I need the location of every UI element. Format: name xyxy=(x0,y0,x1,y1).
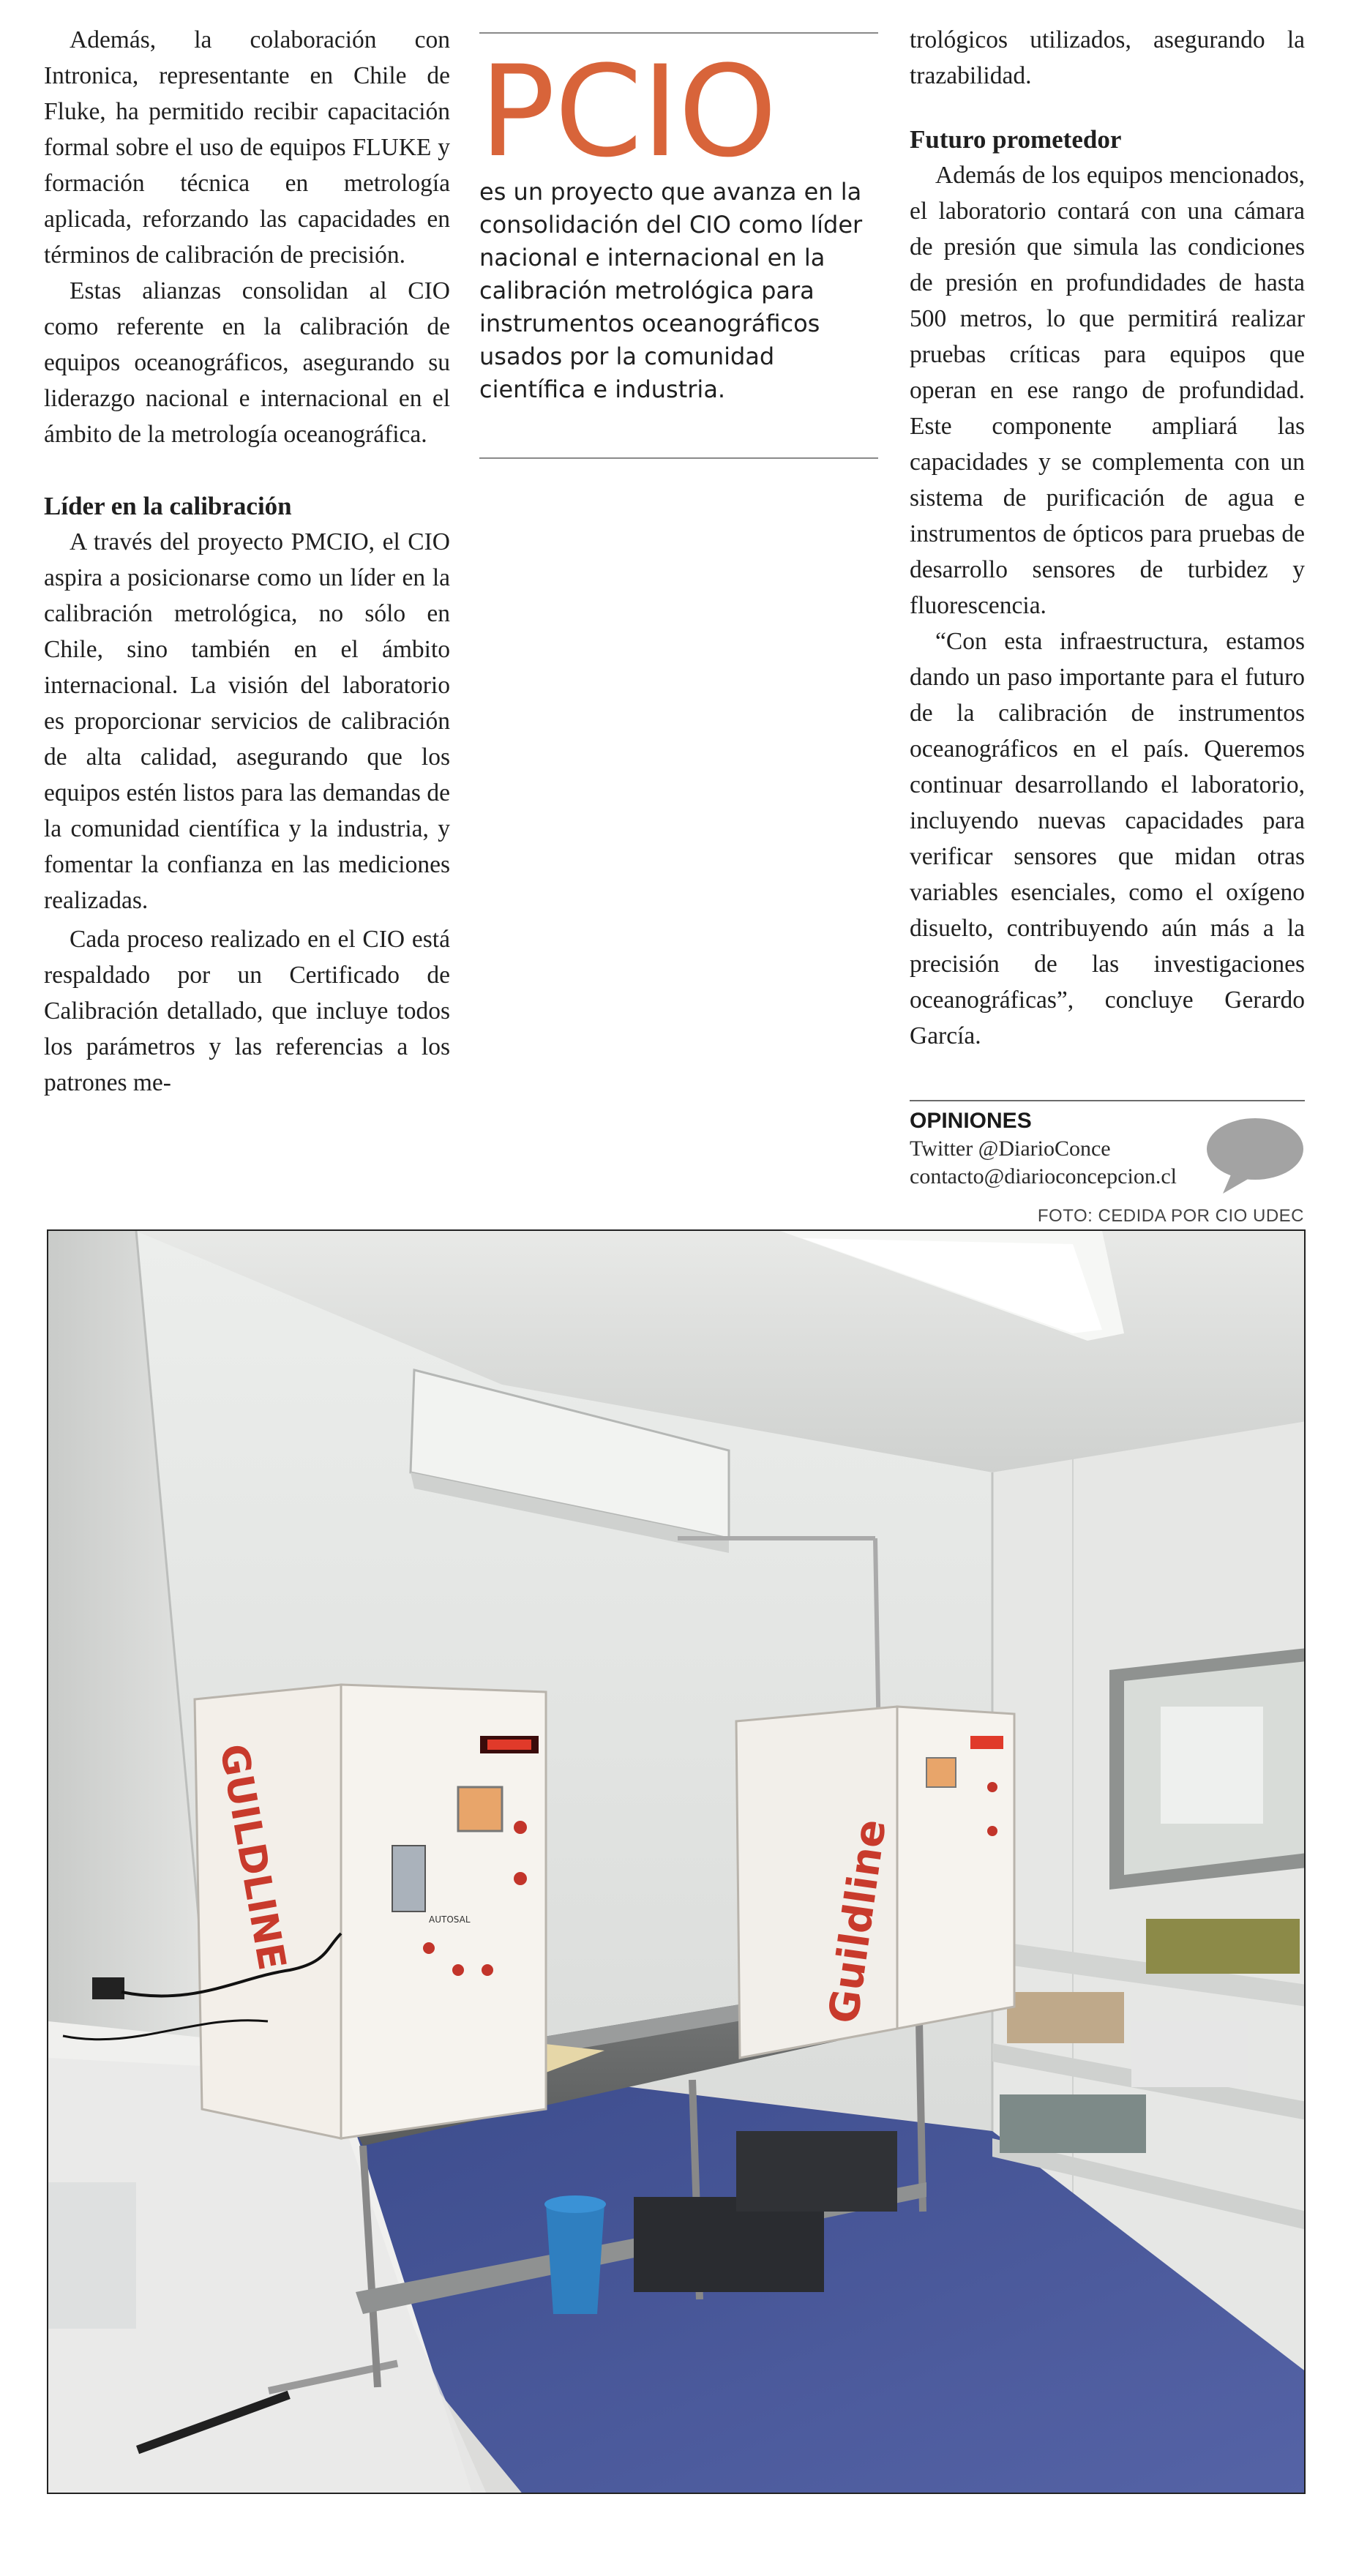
subhead-futuro: Futuro prometedor xyxy=(910,125,1122,154)
opinions-box xyxy=(910,1100,1305,1191)
photo-credit: FOTO: CEDIDA POR CIO UDEC xyxy=(1037,1206,1304,1226)
left-paragraph-4: Cada proceso realizado en el CIO está respaldado por un Certificado de Calibración detallado, que incluye todos los parámetros y las referencias a los patrones me- xyxy=(44,926,450,1096)
power-outlet xyxy=(92,1977,124,1999)
left-column xyxy=(44,22,450,1101)
pull-quote-title: PCIO xyxy=(479,38,776,185)
instrument-model: AUTOSAL xyxy=(429,1914,471,1925)
left-paragraph-3: A través del proyecto PMCIO, el CIO aspira a posicionarse como un líder en la calibración metrológica, no sólo en Chile, sino también en el ámbito internacional. La visión del laboratorio es proporcionar servicios de calibración de alta calidad, asegurando que los equipos estén listos para las demandas de la comunidad científica y la industria, y fomentar la confianza en las mediciones realizadas. xyxy=(44,528,450,914)
opinions-title: OPINIONES xyxy=(910,1109,1032,1133)
pull-quote xyxy=(479,32,878,459)
instrument-brand-left: GUILDLINE xyxy=(211,1740,294,1974)
opinions-twitter[interactable]: Twitter @DiarioConce xyxy=(910,1137,1111,1161)
instrument-brand-right: Guildline xyxy=(820,1816,896,2026)
lab-photo xyxy=(47,1229,1306,2494)
left-paragraph-1: Además, la colaboración con Intronica, representante en Chile de Fluke, ha permitido recibir capacitación formal sobre el uso de equipos FLUKE y formación técnica en metrología aplicada, reforzando las capacidades en términos de calibración de precisión. xyxy=(44,26,450,269)
right-paragraph-1: trológicos utilizados, asegurando la trazabilidad. xyxy=(910,26,1305,89)
right-column xyxy=(910,22,1305,1054)
opinions-email[interactable]: contacto@diarioconcepcion.cl xyxy=(910,1164,1177,1188)
right-paragraph-2: Además de los equipos mencionados, el laboratorio contará con una cámara de presión que simula las condiciones de presión en profundidades de hasta 500 metros, lo que permitirá realizar pruebas críticas para equipos que operan en ese rango de profundidad. Este componente ampliará las capacidades y se complementa con un sistema de purificación de agua e instrumentos de ópticos para pruebas de desarrollo sensores de turbidez y fluorescencia. xyxy=(910,162,1305,619)
subhead-lider: Líder en la calibración xyxy=(44,492,292,520)
guildline-instrument-left xyxy=(195,1685,546,2138)
guildline-instrument-right xyxy=(736,1707,1014,2058)
window xyxy=(1109,1648,1306,1890)
pull-quote-top-rule xyxy=(479,32,878,34)
speech-bubble-icon xyxy=(1202,1116,1305,1197)
left-paragraph-2: Estas alianzas consolidan al CIO como referente en la calibración de equipos oceanográficos, asegurando su liderazgo nacional e internacional en el ámbito de la metrología oceanográfica. xyxy=(44,277,450,448)
pull-quote-text: es un proyecto que avanza en la consolidación del CIO como líder nacional e internacional en la calibración metrológica para instrumentos oceanográficos usados por la comunidad científica e industria. xyxy=(479,178,863,403)
right-paragraph-3: “Con esta infraestructura, estamos dando un paso importante para el futuro de la calibración de instrumentos oceanográficos en el país. Queremos continuar desarrollando el laboratorio, incluyendo nuevas capacidades para verificar sensores que midan otras variables esenciales, como el oxígeno disuelto, contribuyendo aún más a la precisión de las investigaciones oceanográficas”, concluye Gerardo García. xyxy=(910,628,1305,1049)
pull-quote-bottom-rule xyxy=(479,457,878,459)
